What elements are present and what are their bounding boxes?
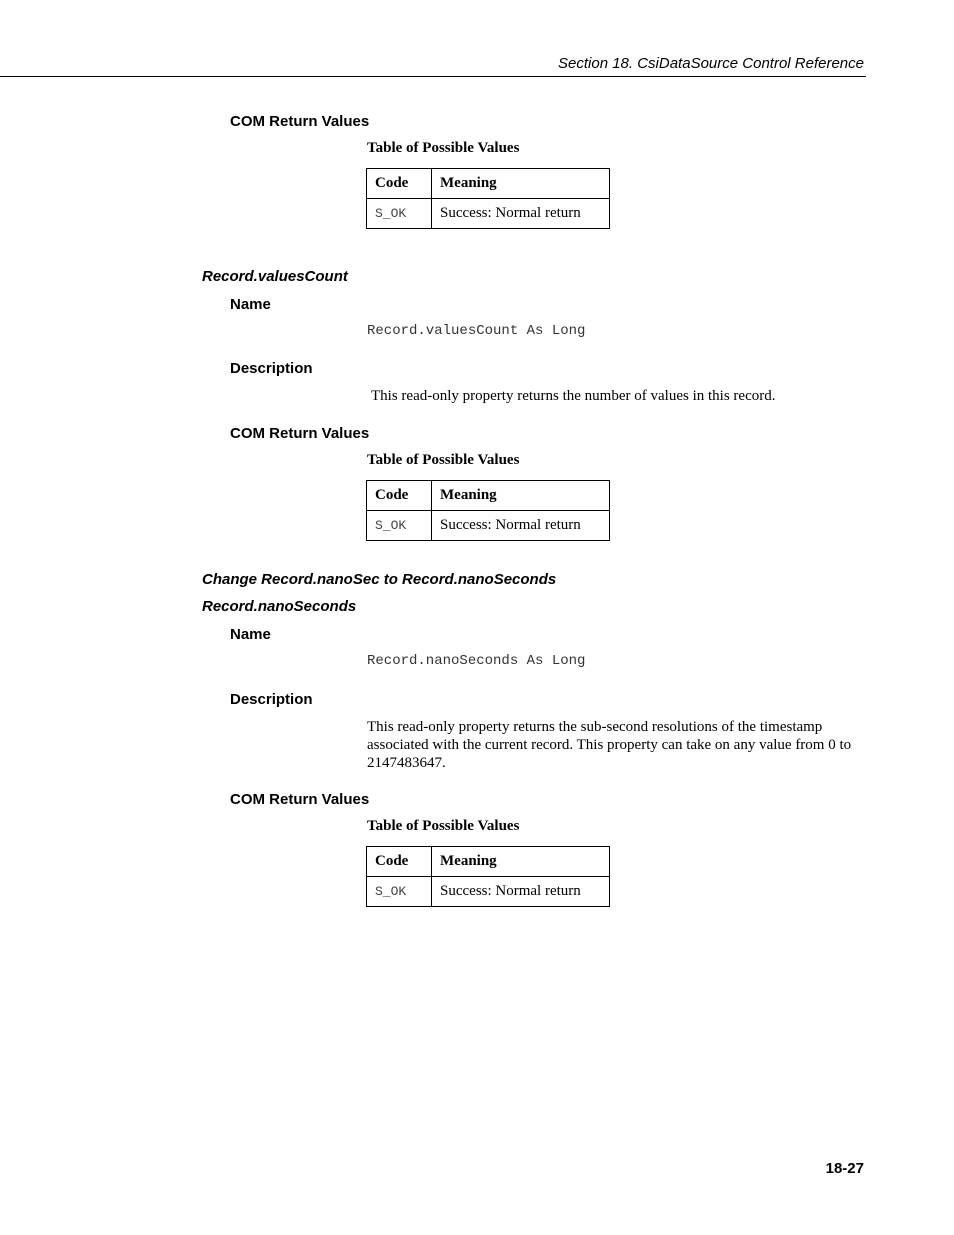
- table-header-row: [367, 847, 610, 877]
- possible-values-table: [366, 480, 610, 541]
- code-cell: S_OK: [367, 511, 432, 541]
- com-return-values-heading: COM Return Values: [230, 791, 370, 808]
- property-title: Record.nanoSeconds: [202, 598, 357, 615]
- page-number: 18-27: [825, 1160, 864, 1177]
- com-return-values-heading: COM Return Values: [230, 425, 370, 442]
- code-cell: S_OK: [367, 199, 432, 229]
- description-heading: Description: [230, 691, 313, 708]
- com-return-values-heading: COM Return Values: [230, 113, 370, 130]
- col-meaning-header: Meaning: [432, 481, 610, 511]
- meaning-cell: Success: Normal return: [432, 877, 610, 907]
- name-heading: Name: [230, 296, 271, 313]
- description-text: This read-only property returns the number of values in this record.: [371, 388, 776, 404]
- code-cell: S_OK: [367, 877, 432, 907]
- property-title: Record.valuesCount: [202, 268, 348, 285]
- name-signature: Record.nanoSeconds As Long: [367, 653, 586, 669]
- col-meaning-header: Meaning: [432, 847, 610, 877]
- table-header-row: [367, 169, 610, 199]
- col-code-header: Code: [367, 847, 432, 877]
- col-code-header: Code: [367, 169, 432, 199]
- table-row: [367, 877, 610, 907]
- meaning-cell: Success: Normal return: [432, 199, 610, 229]
- description-text: This read-only property returns the sub-second resolutions of the timestamp associated with the current record. This property can take on any value from 0 to 2147483647.: [367, 719, 852, 771]
- col-meaning-header: Meaning: [432, 169, 610, 199]
- table-caption: Table of Possible Values: [367, 140, 520, 156]
- possible-values-table: [366, 168, 610, 229]
- table-row: [367, 199, 610, 229]
- name-heading: Name: [230, 626, 271, 643]
- meaning-cell: Success: Normal return: [432, 511, 610, 541]
- table-caption: Table of Possible Values: [367, 818, 520, 834]
- possible-values-table: [366, 846, 610, 907]
- running-header: Section 18. CsiDataSource Control Reference: [558, 55, 864, 72]
- table-caption: Table of Possible Values: [367, 452, 520, 468]
- col-code-header: Code: [367, 481, 432, 511]
- table-row: [367, 511, 610, 541]
- change-note: Change Record.nanoSec to Record.nanoSeconds: [202, 571, 557, 588]
- description-heading: Description: [230, 360, 313, 377]
- header-rule: [0, 76, 866, 77]
- name-signature: Record.valuesCount As Long: [367, 323, 586, 339]
- table-header-row: [367, 481, 610, 511]
